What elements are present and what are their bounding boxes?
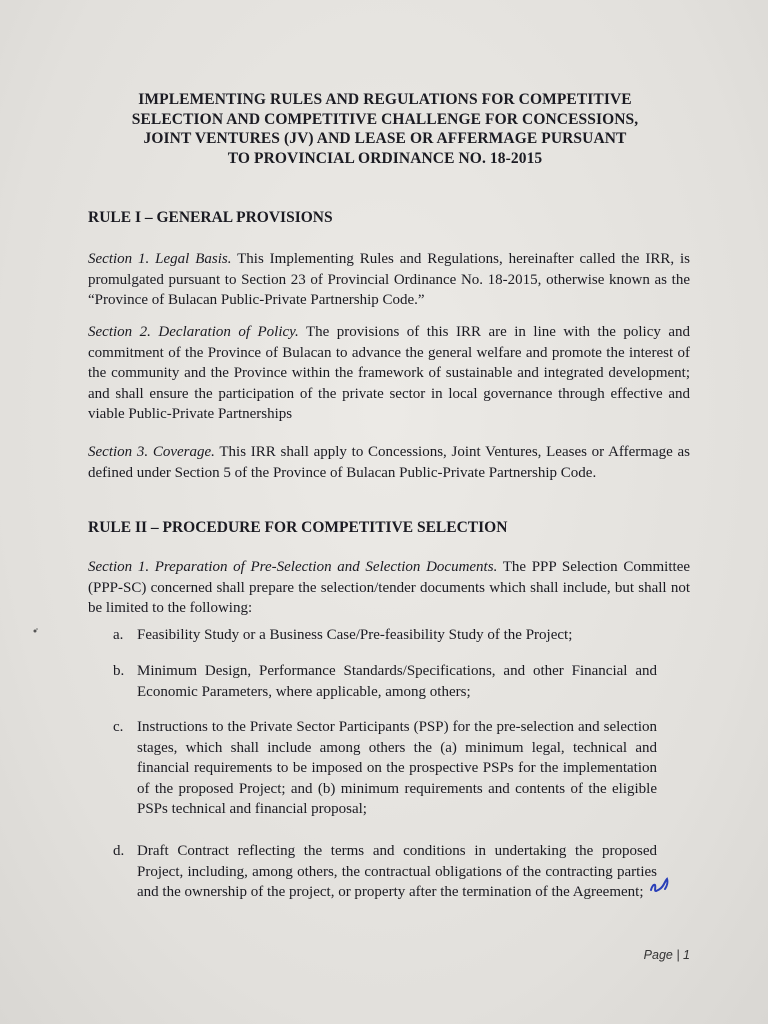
title-line-4: TO PROVINCIAL ORDINANCE NO. 18-2015 [227, 149, 543, 167]
list-marker: d. [113, 843, 125, 859]
section-text: This Implementing Rules and Regulations, hereinafter called the IRR, is promulgated pursuant to Section 23 of Provincial Ordinance No. 18-2015, otherwise known as the “Province of Bulacan Public-Private Partnership Code.” [88, 251, 691, 308]
list-item-text: Feasibility Study or a Business Case/Pre-feasibility Study of the Project; [137, 627, 573, 643]
list-marker: a. [113, 627, 124, 643]
section-text: The provisions of this IRR are in line with the policy and commitment of the Province of Bulacan to advance the general welfare and promote the interest of the community and the Province within the framework of sustainable and integrated development; and shall ensure the participation of the private sector in local governance through effective and viable Public-Private Partnerships [88, 324, 691, 422]
list-item-d [113, 841, 657, 903]
section-label: Section 1. Legal Basis. [88, 251, 232, 267]
list-marker: c. [113, 719, 124, 735]
section-label: Section 3. Coverage. [88, 444, 215, 460]
document-title [130, 90, 640, 168]
section-text: The PPP Selection Committee (PPP-SC) concerned shall prepare the selection/tender documents which shall include, but shall not be limited to the following: [88, 559, 691, 616]
list-item-c [113, 717, 657, 820]
section-text: This IRR shall apply to Concessions, Joint Ventures, Leases or Affermage as defined under Section 5 of the Province of Bulacan Public-Private Partnership Code. [88, 444, 690, 481]
title-line-1: IMPLEMENTING RULES AND REGULATIONS FOR COMPETITIVE [138, 91, 632, 108]
title-line-2: SELECTION AND COMPETITIVE CHALLENGE FOR CONCESSIONS, [131, 110, 639, 128]
paper-speck [30, 626, 40, 636]
list-item-text: Minimum Design, Performance Standards/Specifications, and other Financial and Economic Parameters, where applicable, among others; [137, 663, 657, 700]
rule-1-section-3 [88, 442, 690, 483]
handwritten-initial-mark [648, 876, 674, 896]
rule-2-heading: RULE II – PROCEDURE FOR COMPETITIVE SELECTION [88, 519, 508, 536]
title-line-3: JOINT VENTURES (JV) AND LEASE OR AFFERMAGE PURSUANT [143, 130, 627, 147]
section-label: Section 1. Preparation of Pre-Selection and Selection Documents. [88, 559, 498, 575]
section-label: Section 2. Declaration of Policy. [88, 324, 299, 340]
rule-1-section-2 [88, 322, 690, 425]
list-item-b [113, 661, 657, 702]
list-marker: b. [113, 663, 125, 679]
list-item-a [113, 625, 657, 646]
rule-1-section-1 [88, 249, 690, 311]
list-item-text: Instructions to the Private Sector Participants (PSP) for the pre-selection and selection stages, which shall include among others the (a) minimum legal, technical and financial requirements to be imposed on the prospective PSPs for the implementation of the proposed Project; and (b) minimum requirements and contents of the eligible PSPs technical and financial proposal; [137, 719, 657, 817]
rule-2-section-1 [88, 557, 690, 619]
page-number: Page | 1 [643, 948, 690, 962]
list-item-text: Draft Contract reflecting the terms and conditions in undertaking the proposed Project, including, among others, the contractual obligations of the contracting parties and the ownership of the project, or property after the termination of the Agreement; [137, 843, 657, 900]
rule-1-heading: RULE I – GENERAL PROVISIONS [88, 209, 333, 226]
